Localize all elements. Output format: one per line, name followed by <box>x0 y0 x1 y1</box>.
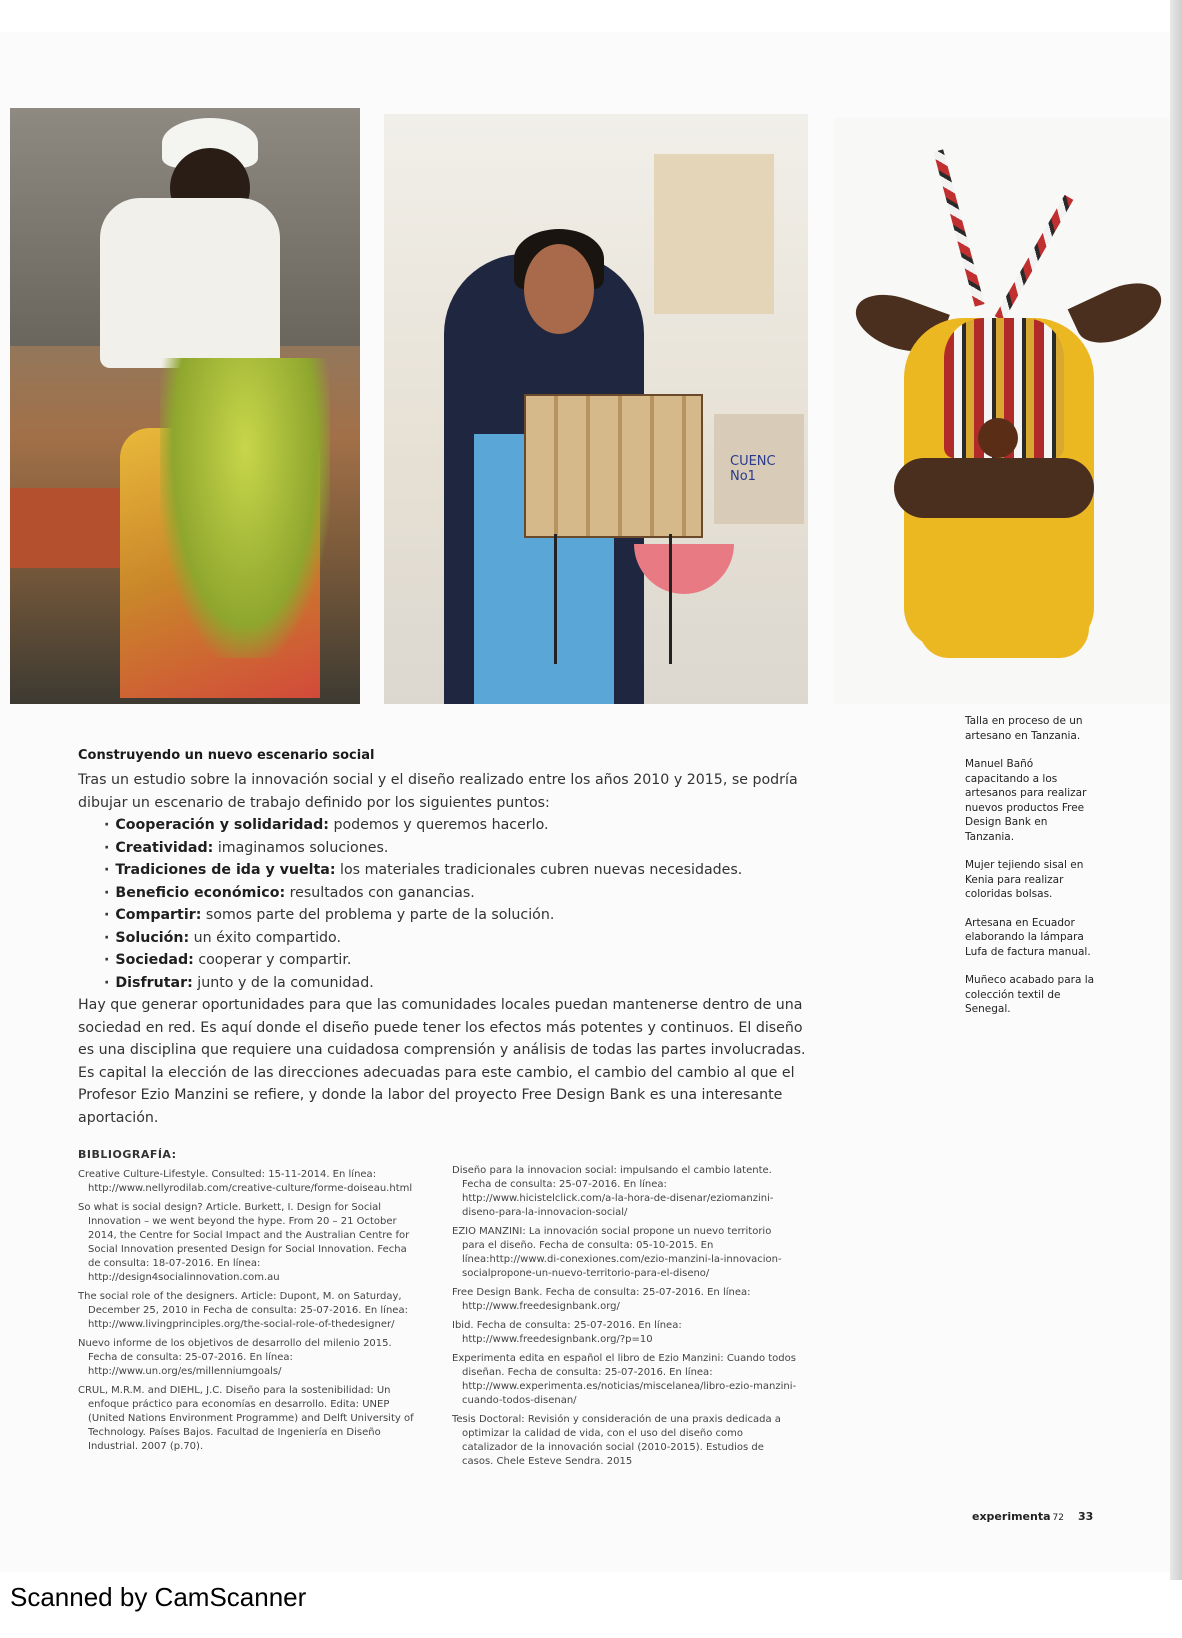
bibliography-right-column <box>452 1164 797 1474</box>
issue-number: 72 <box>1052 1513 1064 1523</box>
conclusion-paragraph: Hay que generar oportunidades para que las comunidades locales puedan mantenerse dentro de una sociedad en red. Es aquí donde el diseño puede tener los efectos más potentes y continuos. El diseño es una disciplina que requiere una cuidadosa comprensión y análisis de todas las partes involucradas. Es capital la elección de las direcciones adecuadas para este cambio, el cambio del cambio al que el Profesor Ezio Manzini se refiere, y donde la labor del proyecto Free Design Bank es una interesante aportación. <box>78 997 806 1126</box>
caption-3: Mujer tejiendo sisal en Kenia para realizar coloridas bolsas. <box>965 859 1084 900</box>
bibliography-entry: CRUL, M.R.M. and DIEHL, J.C. Diseño para la sostenibilidad: Un enfoque práctico para economías en desarrollo. Edita: UNEP (United Nations Environment Programme) and Delft University of Technology. Países Bajos. Facultad de Ingeniería en Diseño Industrial. 2007 (p.70). <box>78 1385 414 1452</box>
photo-kenya-sisal-weaver <box>10 108 360 704</box>
lufa-lamp <box>524 394 703 538</box>
magazine-brand: experimenta <box>972 1510 1051 1523</box>
caption-1: Talla en proceso de un artesano en Tanzania. <box>965 715 1083 742</box>
bibliography-entry: Nuevo informe de los objetivos de desarrollo del milenio 2015. Fecha de consulta: 25-07-2016. En línea: http://www.un.org/es/millenniumgoals/ <box>78 1338 392 1377</box>
bullet-item: · Sociedad: cooperar y compartir. <box>104 949 808 972</box>
caption-2: Manuel Bañó capacitando a los artesanos para realizar nuevos productos Free Design Bank en Tanzania. <box>965 758 1087 843</box>
bibliography-entry: Experimenta edita en español el libro de Ezio Manzini: Cuando todos diseñan. Fecha de consulta: 25-07-2016. En línea: http://www.experimenta.es/noticias/miscelanea/libro-ezio-manzini-cuando-todos-disenan/ <box>452 1353 797 1406</box>
bullet-list <box>78 814 808 994</box>
bibliography-entry: The social role of the designers. Article: Dupont, M. on Saturday, December 25, 2010 in Fecha de consulta: 25-07-2016. En línea: http://www.livingprinciples.org/the-social-role-of-thedesigner/ <box>78 1291 408 1330</box>
scanner-watermark: Scanned by CamScanner <box>10 1582 307 1612</box>
box-sign: CUENC No1 <box>714 414 804 524</box>
bullet-item: · Tradiciones de ida y vuelta: los materiales tradicionales cubren nuevas necesidades. <box>104 859 808 882</box>
page-footer <box>972 1510 1093 1523</box>
photo-senegal-doll <box>834 118 1170 704</box>
article-section <box>78 748 808 1129</box>
bullet-item: · Solución: un éxito compartido. <box>104 927 808 950</box>
bibliography-heading: BIBLIOGRAFÍA: <box>78 1148 177 1161</box>
bullet-item: · Disfrutar: junto y de la comunidad. <box>104 972 808 995</box>
section-heading: Construyendo un nuevo escenario social <box>78 748 375 763</box>
bullet-item: · Creatividad: imaginamos soluciones. <box>104 837 808 860</box>
bibliography-entry: Diseño para la innovacion social: impulsando el cambio latente. Fecha de consulta: 25-07-2016. En línea: http://www.hicistelclick.com/a-la-hora-de-disenar/eziomanzini-diseno-para-la-innovacion-social/ <box>452 1165 774 1218</box>
bibliography-entry: Tesis Doctoral: Revisión y consideración de una praxis dedicada a optimizar la calidad de vida, con el uso del diseño como catalizador de la innovación social (2010-2015). Estudios de casos. Chele Esteve Sendra. 2015 <box>452 1414 781 1467</box>
page-number: 33 <box>1077 1510 1094 1523</box>
bullet-item: · Beneficio económico: resultados con ganancias. <box>104 882 808 905</box>
bibliography-entry: EZIO MANZINI: La innovación social propone un nuevo territorio para el diseño. Fecha de consulta: 05-10-2015. En línea:http://www.di-conexiones.com/ezio-manzini-la-innovacion-socialpropone-un-nuevo-territorio-para-el-diseno/ <box>452 1226 782 1279</box>
bibliography-entry: Ibid. Fecha de consulta: 25-07-2016. En línea: http://www.freedesignbank.org/?p=10 <box>452 1320 682 1345</box>
photo-captions <box>965 714 1095 1031</box>
caption-4: Artesana en Ecuador elaborando la lámpara Lufa de factura manual. <box>965 916 1091 958</box>
bullet-item: · Cooperación y solidaridad: podemos y queremos hacerlo. <box>104 814 808 837</box>
bullet-item: · Compartir: somos parte del problema y parte de la solución. <box>104 904 808 927</box>
bibliography-entry: So what is social design? Article. Burkett, I. Design for Social Innovation – we went beyond the hype. From 20 – 21 October 2014, the Centre for Social Impact and the Australian Centre for Social Innovation presented Design for Social Innovation. Fecha de consulta: 18-07-2016. En línea: http://design4socialinnovation.com.au <box>78 1202 410 1283</box>
bibliography-entry: Creative Culture-Lifestyle. Consulted: 15-11-2014. En línea: http://www.nellyrodilab.com/creative-culture/forme-doiseau.html <box>78 1169 413 1194</box>
bibliography-left-column <box>78 1168 418 1459</box>
photo-ecuador-lamp-artisan <box>384 114 808 704</box>
caption-5: Muñeco acabado para la colección textil de Senegal. <box>965 974 1095 1015</box>
scan-edge <box>1170 0 1182 1580</box>
intro-paragraph: Tras un estudio sobre la innovación social y el diseño realizado entre los años 2010 y 2015, se podría dibujar un escenario de trabajo definido por los siguientes puntos: <box>78 772 798 811</box>
bibliography-entry: Free Design Bank. Fecha de consulta: 25-07-2016. En línea: http://www.freedesignbank.org/ <box>452 1287 751 1312</box>
